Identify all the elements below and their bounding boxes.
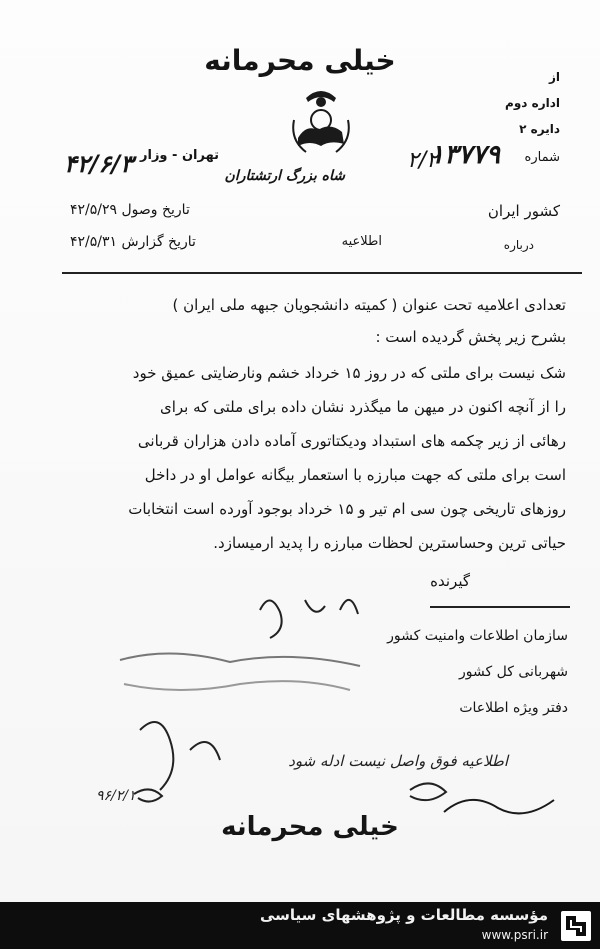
header-from-label: از bbox=[548, 70, 560, 84]
receipt-date: تاریخ وصول ۴۲/۵/۲۹ bbox=[70, 202, 190, 218]
country-line: کشور ایران bbox=[487, 202, 560, 220]
recipient-closing: گیرنده bbox=[430, 572, 470, 590]
tehran-stamp: تهران - وزار bbox=[140, 148, 220, 163]
distribution-item: سازمان اطلاعات وامنیت کشور bbox=[387, 628, 568, 644]
handwritten-reference: ۴۲/۶/۳ bbox=[64, 150, 134, 178]
handwritten-note: اطلاعیه فوق واصل نیست ادله شود bbox=[288, 752, 508, 770]
body-line: روزهای تاریخی چون سی ام تیر و ۱۵ خرداد بوجود آورده است انتخابات bbox=[128, 500, 566, 518]
classification-footer: خیلی محرمانه bbox=[221, 812, 399, 842]
distribution-item: شهربانی کل کشور bbox=[459, 664, 568, 680]
lion-and-sun-emblem-icon bbox=[286, 80, 356, 156]
signature bbox=[440, 786, 560, 826]
report-date: تاریخ گزارش ۴۲/۵/۳۱ bbox=[70, 234, 196, 250]
handwritten-code: ۲/۲ bbox=[406, 148, 438, 173]
header-department: دایره ۲ bbox=[519, 122, 560, 136]
body-line: تعدادی اعلامیه تحت عنوان ( کمیته دانشجویان جبهه ملی ایران ) bbox=[172, 296, 566, 314]
institute-logo-icon bbox=[560, 910, 592, 942]
body-line: بشرح زیر پخش گردیده است : bbox=[375, 328, 566, 346]
source-office: شاه بزرگ ارتشتاران bbox=[224, 168, 345, 184]
document-number: ۱۳۷۷۹ bbox=[430, 140, 500, 170]
handwritten-date: ۹۶/۲/۱ bbox=[96, 788, 136, 804]
header-office: اداره دوم bbox=[505, 96, 560, 110]
body-line: است برای ملتی که جهت مبارزه با استعمار بیگانه عوامل او در داخل bbox=[144, 466, 566, 484]
body-line: شک نیست برای ملتی که در روز ۱۵ خرداد خشم ونارضایتی عمیق خود bbox=[132, 364, 566, 382]
distribution-item: دفتر ویژه اطلاعات bbox=[459, 700, 568, 716]
subject-value: اطلاعیه bbox=[341, 234, 382, 249]
body-line: را از آنچه اکنون در میهن ما میگذرد نشان داده برای ملتی که برای bbox=[160, 398, 566, 416]
separator-closing bbox=[430, 606, 570, 608]
classification-header: خیلی محرمانه bbox=[204, 44, 396, 77]
header-number-label: شماره bbox=[524, 150, 560, 165]
handwritten-annotations bbox=[110, 580, 450, 820]
institute-url: www.psri.ir bbox=[481, 928, 548, 942]
body-line: حیاتی ترین وحساسترین لحظات مبارزه را پدید ارمیسازد. bbox=[213, 534, 566, 552]
institute-name: مؤسسه مطالعات و پژوهشهای سیاسی bbox=[259, 906, 548, 924]
separator-top bbox=[62, 272, 582, 274]
body-line: رهائی از زیر چکمه های استبداد ودیکتاتوری آماده دادن هزاران قربانی bbox=[137, 432, 566, 450]
subject-label: درباره bbox=[503, 238, 534, 252]
